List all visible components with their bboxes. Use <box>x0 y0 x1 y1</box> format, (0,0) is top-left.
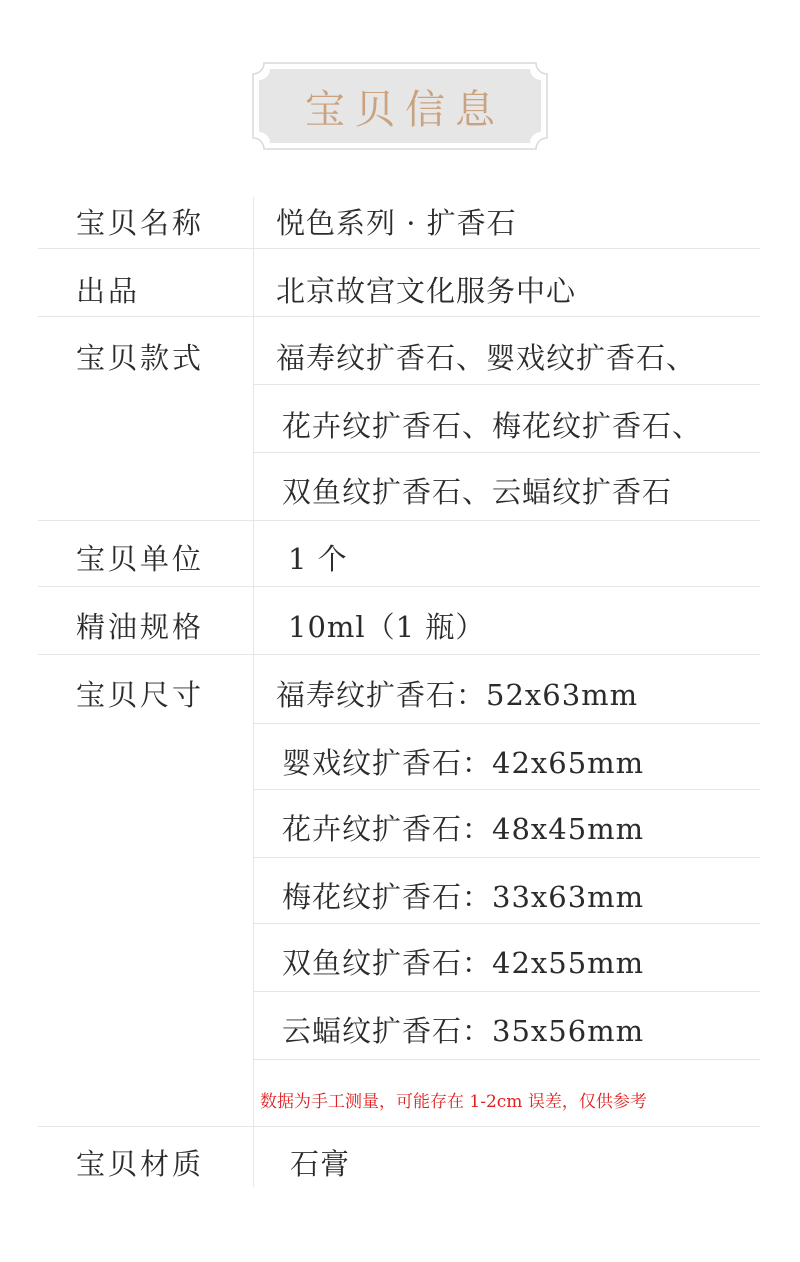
sub-row-divider <box>254 789 760 790</box>
sub-row-divider <box>254 857 760 858</box>
row-divider <box>38 248 760 249</box>
row-divider <box>38 654 760 655</box>
value-styles-line: 花卉纹扩香石、梅花纹扩香石、 <box>282 409 703 443</box>
sub-row-divider <box>254 923 760 924</box>
value-material: 石膏 <box>290 1147 351 1181</box>
column-divider <box>253 197 254 1187</box>
row-divider <box>38 586 760 587</box>
sub-row-divider <box>254 991 760 992</box>
label-sizes: 宝贝尺寸 <box>76 678 205 712</box>
label-oil-spec: 精油规格 <box>76 610 205 644</box>
sub-row-divider <box>254 384 760 385</box>
value-unit: 1 个 <box>288 542 348 576</box>
value-styles-line: 福寿纹扩香石、婴戏纹扩香石、 <box>276 341 697 375</box>
value-producer: 北京故宫文化服务中心 <box>276 274 577 308</box>
sub-row-divider <box>254 1059 760 1060</box>
size-item: 云蝠纹扩香石：35x56mm <box>282 1014 645 1048</box>
page-title: 宝贝信息 <box>305 86 505 133</box>
section-title-plaque <box>250 60 550 152</box>
size-item: 花卉纹扩香石：48x45mm <box>282 812 645 846</box>
label-producer: 出品 <box>76 274 141 308</box>
label-product-name: 宝贝名称 <box>76 206 205 240</box>
label-material: 宝贝材质 <box>76 1147 205 1181</box>
value-oil-spec: 10ml（1 瓶） <box>288 610 486 644</box>
label-unit: 宝贝单位 <box>76 542 205 576</box>
measurement-disclaimer: 数据为手工测量，可能存在 1-2cm 误差，仅供参考 <box>260 1092 647 1112</box>
size-item: 双鱼纹扩香石：42x55mm <box>282 946 645 980</box>
sub-row-divider <box>254 452 760 453</box>
size-item: 婴戏纹扩香石：42x65mm <box>282 746 645 780</box>
size-item: 福寿纹扩香石：52x63mm <box>276 678 639 712</box>
row-divider <box>38 520 760 521</box>
row-divider <box>38 1126 760 1127</box>
label-styles: 宝贝款式 <box>76 341 205 375</box>
value-product-name: 悦色系列 · 扩香石 <box>276 206 517 240</box>
sub-row-divider <box>254 723 760 724</box>
row-divider <box>38 316 760 317</box>
size-item: 梅花纹扩香石：33x63mm <box>282 880 645 914</box>
value-styles-line: 双鱼纹扩香石、云蝠纹扩香石 <box>282 475 673 509</box>
